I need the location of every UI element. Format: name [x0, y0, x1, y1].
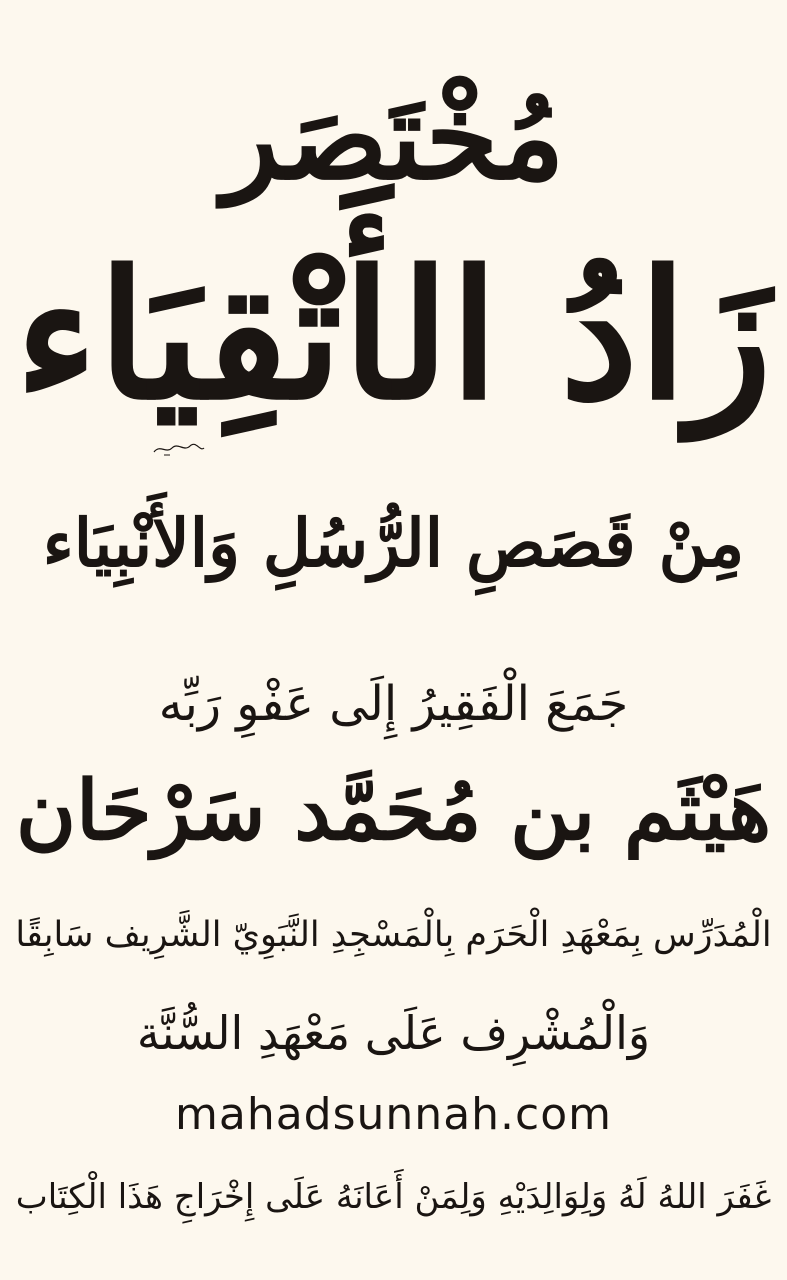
compiler-position-current: وَالْمُشْرِف عَلَى مَعْهَدِ السُّنَّة [136, 1006, 651, 1060]
cover-main-title: زَادُ الأَتْقِيَاء [14, 232, 773, 439]
cover-subtitle-abridged: مُخْتَصَر [222, 67, 565, 206]
closing-supplication: غَفَرَ اللهُ لَهُ وَلِوَالِدَيْهِ وَلِمَنْ أَعَانَهُ عَلَى إِخْرَاجِ هَذَا الْكِتَاب [15, 1177, 772, 1217]
compiler-name: هَيْثَم بن مُحَمَّد سَرْحَان [15, 763, 772, 859]
website-url[interactable]: mahadsunnah.com [175, 1089, 612, 1140]
compiler-position-former: الْمُدَرِّس بِمَعْهَدِ الْحَرَم بِالْمَسْجِدِ النَّبَوِيّ الشَّرِيف سَابِقًا [15, 915, 772, 955]
cover-subtitle-stories: مِنْ قَصَصِ الرُّسُلِ وَالأَنْبِيَاء [42, 504, 745, 582]
calligrapher-signature [150, 440, 208, 458]
compiler-intro: جَمَعَ الْفَقِيرُ إِلَى عَفْوِ رَبِّه [158, 676, 629, 732]
